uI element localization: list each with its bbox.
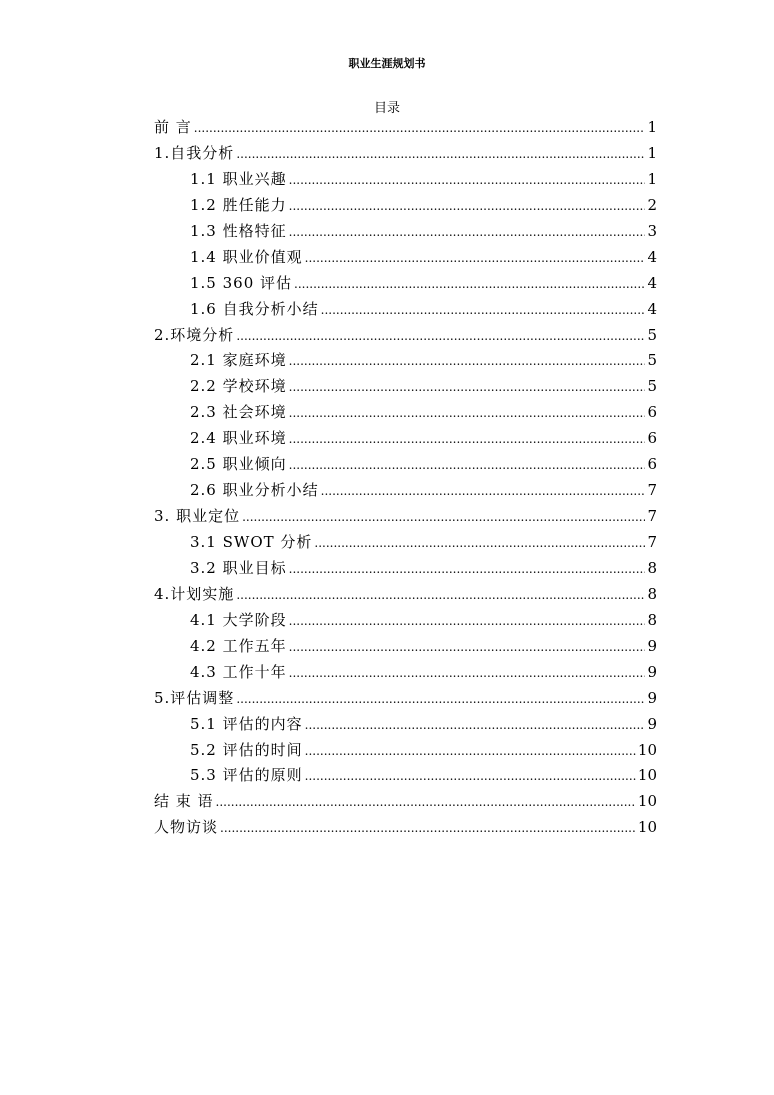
toc-entry[interactable] bbox=[154, 401, 657, 427]
toc-dot-leader bbox=[321, 484, 646, 498]
toc-entry-label: 3. 职业定位 bbox=[154, 507, 241, 526]
toc-entry-page-number: 5 bbox=[647, 377, 657, 396]
toc-entry-label: 5.2 评估的时间 bbox=[190, 740, 303, 759]
toc-dot-leader bbox=[236, 147, 645, 161]
toc-entry-label: 2.5 职业倾向 bbox=[190, 455, 287, 474]
toc-entry-label: 2.2 学校环境 bbox=[190, 377, 287, 396]
toc-entry-page-number: 2 bbox=[647, 195, 657, 214]
toc-entry[interactable] bbox=[154, 739, 657, 765]
toc-dot-leader bbox=[305, 744, 636, 758]
toc-entry-label: 2.6 职业分析小结 bbox=[190, 481, 319, 500]
toc-entry-label: 5.3 评估的原则 bbox=[190, 766, 303, 785]
toc-entry[interactable] bbox=[154, 687, 657, 713]
toc-entry-label: 前 言 bbox=[154, 118, 192, 136]
toc-entry-label: 2.4 职业环境 bbox=[190, 429, 287, 448]
toc-dot-leader bbox=[305, 769, 636, 783]
toc-entry-page-number: 8 bbox=[647, 558, 657, 577]
toc-entry[interactable] bbox=[154, 246, 657, 272]
toc-entry-page-number: 8 bbox=[647, 584, 657, 603]
toc-dot-leader bbox=[289, 640, 646, 654]
toc-entry[interactable] bbox=[154, 427, 657, 453]
toc-entry-label: 2.3 社会环境 bbox=[190, 403, 287, 422]
toc-entry[interactable] bbox=[154, 116, 657, 142]
toc-entry-label: 4.1 大学阶段 bbox=[190, 610, 287, 629]
toc-entry-label: 3.2 职业目标 bbox=[190, 558, 287, 577]
toc-entry-label: 1.6 自我分析小结 bbox=[190, 299, 319, 318]
toc-dot-leader bbox=[294, 277, 645, 291]
toc-entry-page-number: 4 bbox=[647, 273, 657, 292]
toc-entry-page-number: 6 bbox=[647, 403, 657, 422]
toc-entry-page-number: 9 bbox=[647, 662, 657, 681]
toc-entry-label: 2.1 家庭环境 bbox=[190, 351, 287, 370]
toc-dot-leader bbox=[289, 562, 646, 576]
toc-entry-page-number: 7 bbox=[647, 481, 657, 500]
toc-entry[interactable] bbox=[154, 583, 657, 609]
toc-entry[interactable] bbox=[154, 764, 657, 790]
document-title: 职业生涯规划书 bbox=[348, 57, 426, 70]
toc-entry-label: 5.评估调整 bbox=[154, 688, 235, 707]
toc-entry-page-number: 9 bbox=[647, 688, 657, 707]
toc-entry[interactable] bbox=[154, 816, 657, 842]
toc-dot-leader bbox=[314, 536, 645, 550]
toc-dot-leader bbox=[236, 588, 645, 602]
toc-entry[interactable] bbox=[154, 349, 657, 375]
toc-dot-leader bbox=[289, 458, 646, 472]
toc-entry[interactable] bbox=[154, 168, 657, 194]
toc-entry[interactable] bbox=[154, 375, 657, 401]
toc-dot-leader bbox=[289, 225, 646, 239]
toc-entry-label: 1.5 360 评估 bbox=[190, 273, 293, 292]
toc-entry-page-number: 1 bbox=[647, 143, 657, 162]
toc-entry-label: 结 束 语 bbox=[154, 792, 214, 811]
toc-entry-label: 5.1 评估的内容 bbox=[190, 714, 303, 733]
toc-dot-leader bbox=[216, 795, 636, 809]
toc-entry-label: 2.环境分析 bbox=[154, 325, 235, 344]
toc-entry-page-number: 7 bbox=[647, 533, 657, 551]
toc-entry-page-number: 9 bbox=[647, 636, 657, 655]
toc-entry-page-number: 3 bbox=[647, 221, 657, 240]
toc-dot-leader bbox=[289, 199, 646, 213]
toc-dot-leader bbox=[236, 692, 645, 706]
toc-dot-leader bbox=[321, 303, 646, 317]
toc-dot-leader bbox=[194, 121, 646, 135]
toc-entry-label: 1.4 职业价值观 bbox=[190, 247, 303, 266]
toc-entry-label: 1.2 胜任能力 bbox=[190, 195, 287, 214]
toc-entry[interactable] bbox=[154, 324, 657, 350]
toc-entry[interactable] bbox=[154, 453, 657, 479]
toc-entry-page-number: 1 bbox=[647, 118, 657, 136]
toc-dot-leader bbox=[242, 510, 645, 524]
toc-dot-leader bbox=[289, 173, 646, 187]
toc-entry-page-number: 7 bbox=[647, 507, 657, 526]
toc-entry-page-number: 5 bbox=[647, 325, 657, 344]
toc-entry[interactable] bbox=[154, 479, 657, 505]
toc-entry[interactable] bbox=[154, 609, 657, 635]
toc-entry-page-number: 6 bbox=[647, 455, 657, 474]
toc-entry-label: 4.2 工作五年 bbox=[190, 636, 287, 655]
toc-entry[interactable] bbox=[154, 713, 657, 739]
toc-entry-page-number: 4 bbox=[647, 299, 657, 318]
toc-dot-leader bbox=[289, 354, 646, 368]
toc-entry-page-number: 5 bbox=[647, 351, 657, 370]
toc-heading: 目录 bbox=[373, 101, 400, 116]
toc-dot-leader bbox=[289, 432, 646, 446]
toc-dot-leader bbox=[220, 821, 636, 835]
toc-entry-page-number: 1 bbox=[647, 169, 657, 188]
toc-entry-page-number: 9 bbox=[647, 714, 657, 733]
toc-dot-leader bbox=[289, 666, 646, 680]
toc-entry-page-number: 10 bbox=[637, 792, 657, 811]
toc-entry-label: 1.3 性格特征 bbox=[190, 221, 287, 240]
toc-entry[interactable] bbox=[154, 272, 657, 298]
toc-entry[interactable] bbox=[154, 790, 657, 816]
toc-entry-page-number: 10 bbox=[637, 818, 657, 837]
toc-dot-leader bbox=[289, 406, 646, 420]
toc-entry-label: 人物访谈 bbox=[154, 818, 219, 837]
table-of-contents bbox=[154, 116, 657, 842]
toc-entry-page-number: 6 bbox=[647, 429, 657, 448]
toc-dot-leader bbox=[236, 329, 645, 343]
toc-dot-leader bbox=[289, 614, 646, 628]
toc-entry-label: 4.3 工作十年 bbox=[190, 662, 287, 681]
toc-entry[interactable] bbox=[154, 661, 657, 687]
toc-entry-page-number: 8 bbox=[647, 610, 657, 629]
toc-entry[interactable] bbox=[154, 531, 657, 557]
toc-entry[interactable] bbox=[154, 557, 657, 583]
toc-dot-leader bbox=[305, 251, 646, 265]
toc-entry[interactable] bbox=[154, 505, 657, 531]
toc-entry-page-number: 10 bbox=[637, 740, 657, 759]
toc-entry[interactable] bbox=[154, 142, 657, 168]
toc-entry-page-number: 10 bbox=[637, 766, 657, 785]
toc-entry[interactable] bbox=[154, 220, 657, 246]
toc-entry-label: 3.1 SWOT 分析 bbox=[190, 533, 313, 551]
toc-entry[interactable] bbox=[154, 298, 657, 324]
toc-entry-label: 4.计划实施 bbox=[154, 584, 235, 603]
toc-entry-page-number: 4 bbox=[647, 247, 657, 266]
toc-dot-leader bbox=[305, 718, 646, 732]
toc-dot-leader bbox=[289, 380, 646, 394]
toc-entry-label: 1.1 职业兴趣 bbox=[190, 169, 287, 188]
toc-entry[interactable] bbox=[154, 194, 657, 220]
toc-entry[interactable] bbox=[154, 635, 657, 661]
toc-entry-label: 1.自我分析 bbox=[154, 143, 235, 162]
